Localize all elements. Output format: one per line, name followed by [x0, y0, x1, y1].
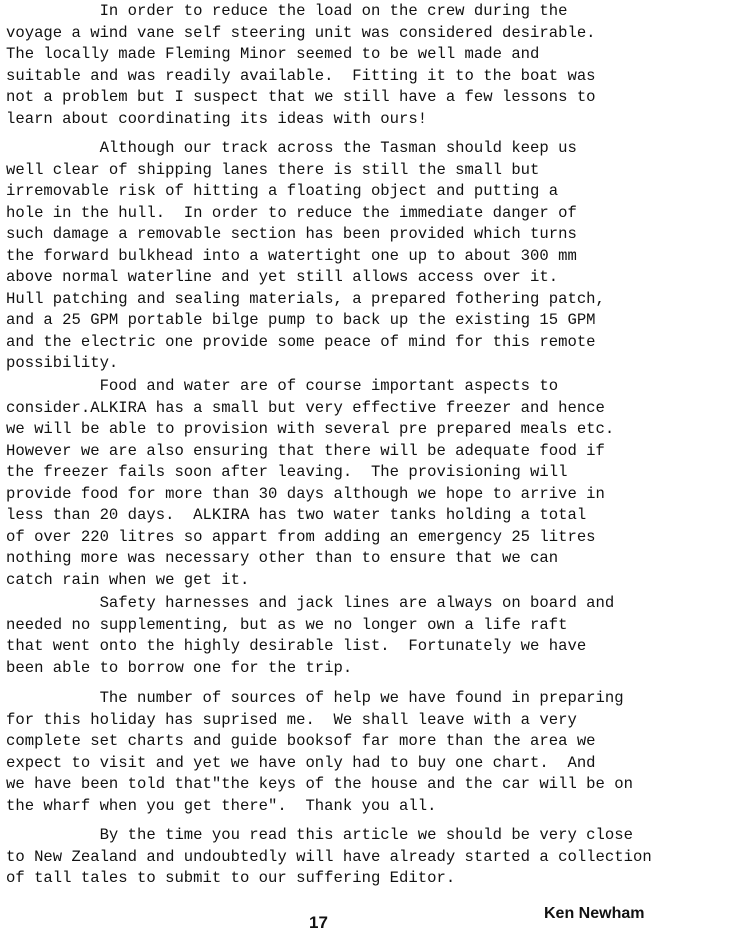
text-line: Safety harnesses and jack lines are always on board and [6, 594, 615, 612]
author-signature: Ken Newham [544, 905, 645, 922]
text-line: we will be able to provision with several pre prepared meals etc. [6, 420, 615, 438]
text-line: for this holiday has suprised me. We shall leave with a very [6, 710, 577, 729]
paragraph-food-water [6, 376, 734, 591]
text-line: hole in the hull. In order to reduce the immediate danger of [6, 203, 577, 222]
text-line: needed no supplementing, but as we no longer own a life raft [6, 615, 568, 634]
text-line: to New Zealand and undoubtedly will have already started a collection [6, 847, 652, 866]
text-line: the freezer fails soon after leaving. The provisioning will [6, 463, 568, 481]
text-line: irremovable risk of hitting a floating object and putting a [6, 182, 559, 200]
text-line: been able to borrow one for the trip. [6, 658, 353, 677]
text-line: the wharf when you get there". Thank you all. [6, 796, 437, 815]
text-line: The number of sources of help we have found in preparing [6, 689, 624, 707]
paragraph-safety-harnesses [6, 593, 734, 679]
text-line: above normal waterline and yet still allows access over it. [6, 268, 559, 286]
paragraph-self-steering [6, 1, 734, 130]
text-line: consider.ALKIRA has a small but very effective freezer and hence [6, 398, 605, 417]
text-line: suitable and was readily available. Fitting it to the boat was [6, 66, 596, 85]
text-line: the forward bulkhead into a watertight one up to about 300 mm [6, 246, 577, 265]
text-line: Although our track across the Tasman should keep us [6, 139, 577, 157]
text-line: By the time you read this article we should be very close [6, 826, 633, 844]
text-line: complete set charts and guide booksof far more than the area we [6, 732, 596, 750]
page-number: 17 [309, 913, 328, 932]
text-line: and a 25 GPM portable bilge pump to back up the existing 15 GPM [6, 311, 596, 329]
text-line: less than 20 days. ALKIRA has two water tanks holding a total [6, 506, 587, 524]
text-line: catch rain when we get it. [6, 570, 250, 589]
text-line: voyage a wind vane self steering unit was considered desirable. [6, 23, 596, 42]
paragraph-sources-of-help [6, 688, 734, 817]
text-line: The locally made Fleming Minor seemed to be well made and [6, 45, 540, 63]
text-line: nothing more was necessary other than to ensure that we can [6, 549, 559, 567]
text-line: well clear of shipping lanes there is still the small but [6, 160, 540, 179]
text-line: provide food for more than 30 days although we hope to arrive in [6, 484, 605, 503]
text-line: not a problem but I suspect that we still have a few lessons to [6, 88, 596, 106]
text-line: Food and water are of course important aspects to [6, 377, 559, 395]
text-line: such damage a removable section has been provided which turns [6, 225, 577, 243]
text-line: In order to reduce the load on the crew during the [6, 2, 568, 20]
text-line: and the electric one provide some peace of mind for this remote [6, 332, 596, 351]
text-line: learn about coordinating its ideas with ours! [6, 109, 428, 128]
text-line: of over 220 litres so appart from adding an emergency 25 litres [6, 527, 596, 546]
text-line: Hull patching and sealing materials, a prepared fothering patch, [6, 289, 605, 308]
text-line: possibility. [6, 354, 119, 372]
text-line: However we are also ensuring that there will be adequate food if [6, 441, 605, 460]
text-line: that went onto the highly desirable list. Fortunately we have [6, 637, 587, 655]
text-line: of tall tales to submit to our suffering Editor. [6, 869, 456, 887]
paragraph-closing [6, 825, 734, 890]
text-line: we have been told that"the keys of the house and the car will be on [6, 775, 633, 793]
paragraph-hull-safety [6, 138, 734, 375]
text-line: expect to visit and yet we have only had to buy one chart. And [6, 753, 596, 772]
